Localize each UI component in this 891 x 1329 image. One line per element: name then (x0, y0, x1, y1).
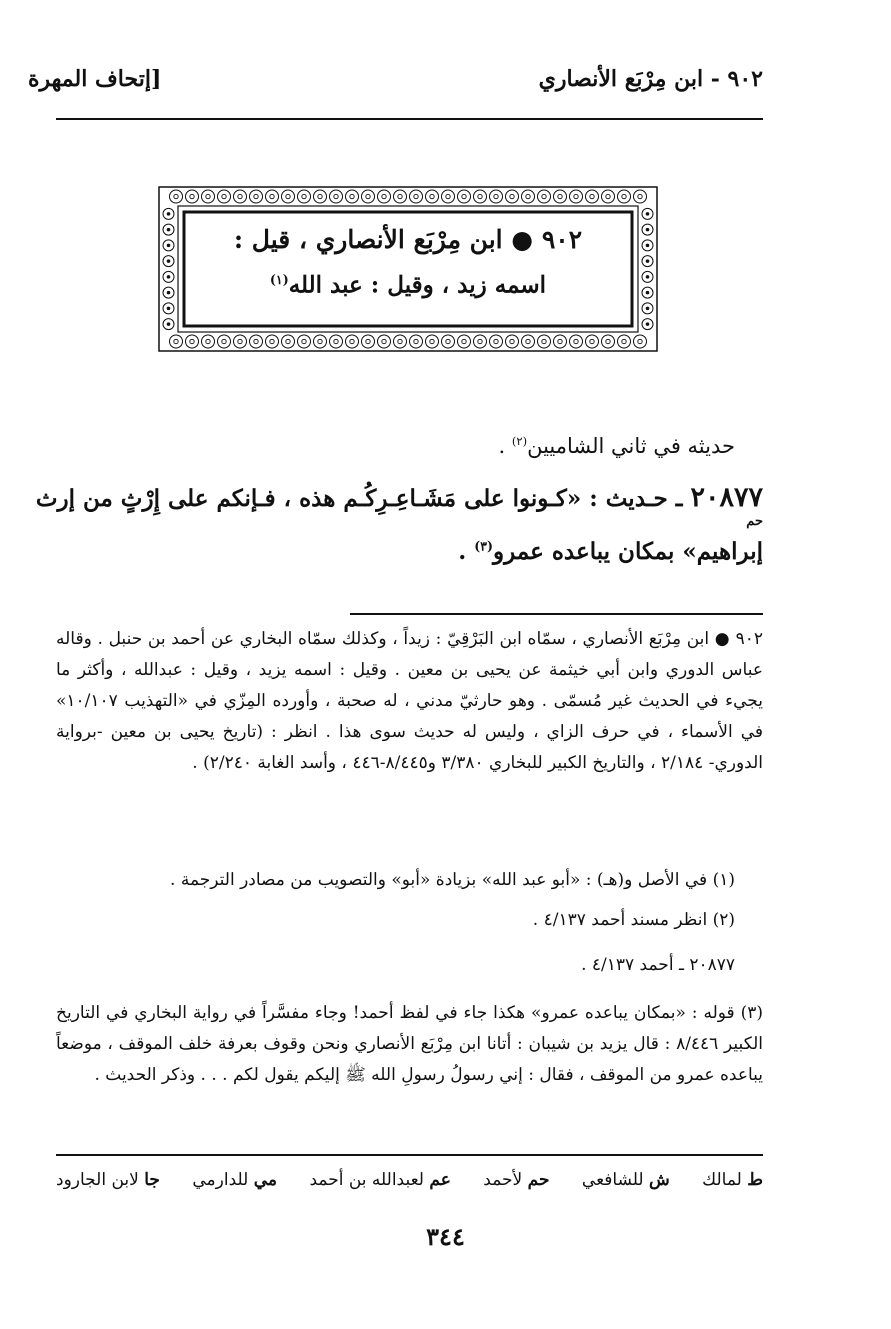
running-header-entry: ٩٠٢ - ابن مِرْبَع الأنصاري (538, 66, 763, 92)
abbreviation-item: ش للشافعي (581, 1170, 670, 1190)
hadith-line2: إبراهيم» بمكان يباعده عمرو$^{(٣)}$ . (458, 538, 763, 565)
hadith-line1 (36, 482, 763, 513)
hadith-number: ٢٠٨٧٧ (690, 482, 763, 513)
entry-heading-line2 (188, 260, 628, 306)
entry-heading-name: اسمه زيد ، وقيل : عبد الله (288, 271, 547, 299)
abbreviation-item: ط لمالك (702, 1170, 763, 1190)
footnote-ref: (٢) (511, 434, 528, 448)
footnote-ref: (١) (269, 272, 289, 287)
page-number: ٣٤٤ (426, 1222, 465, 1251)
source-mark: حم (746, 514, 763, 529)
footnote-3: (٣) قوله : «بمكان يباعده عمرو» هكذا جاء في لفظ أحمد! وجاء مفسَّراً في رواية البخاري في التاريخ الكبير ٨/٤٤٦ : قال يزيد بن شيبان : أتانا ابن مِرْبَع الأنصاري ونحن وقوف بعرفة خلف الموقف ، موضعاً يباعده عمرو من الموقف ، فقال : إني رسولُ رسولِ الله ﷺ إليكم يقول لكم . . . وذكر الحديث . (56, 1003, 763, 1085)
hadith-text: ـ حـديث : «كـونوا على مَشَـاعِـرِكُـم هذه ، فـإنكم على إِرْثٍ من إرث (35, 485, 691, 512)
intro-text: حديثه في ثاني الشاميين (527, 434, 735, 458)
footnote-rule (350, 613, 763, 615)
footnote-hadith-source: ٢٠٨٧٧ ـ أحمد ٤/١٣٧ . (581, 955, 735, 975)
abbreviation-item: عم لعبدالله بن أحمد (309, 1170, 451, 1190)
footnote-2: (٢) انظر مسند أحمد ٤/١٣٧ . (532, 910, 735, 930)
abbreviations-legend (56, 1170, 763, 1190)
intro-line: حديثه في ثاني الشاميين$^{(٢)}$ . (498, 434, 735, 458)
entry-heading (188, 220, 628, 306)
running-header-book: [إتحاف المهرة (28, 66, 162, 92)
footnote-1: (١) في الأصل و(هـ) : «أبو عبد الله» بزيادة «أبو» والتصويب من مصادر الترجمة . (170, 870, 735, 890)
entry-heading-line1: ٩٠٢ ● ابن مِرْبَع الأنصاري ، قيل : (233, 225, 583, 254)
ornamental-title-frame (158, 186, 658, 352)
footnote-ref: (٣) (474, 538, 494, 554)
abbreviation-item: جا لابن الجارود (56, 1170, 160, 1190)
abbreviations-rule (56, 1154, 763, 1156)
abbreviation-item: حم لأحمد (483, 1170, 550, 1190)
header-rule (56, 118, 763, 120)
footnote-biography: ٩٠٢ ● ابن مِرْبَع الأنصاري ، سمّاه ابن البَرْقِيّ : زيداً ، وكذلك سمّاه البخاري عن أحمد بن حنبل . وقاله عباس الدوري وابن أبي خيثمة عن يحيى بن معين . وقيل : اسمه يزيد ، وقيل : عبدالله ، وأكثر ما يجيء في الحديث غير مُسمّى . وهو حارثيّ مدني ، له صحبة ، وأورده المِزّي في «التهذيب ١٠/١٠٧» في الأسماء ، في حرف الزاي ، وليس له حديث سوى هذا . انظر : (تاريخ يحيى بن معين -برواية الدوري- ٢/١٨٤ ، والتاريخ الكبير للبخاري ٣/٣٨٠ و٨/٤٤٥-٤٤٦ ، وأسد الغابة ٢/٢٤٠) . (56, 629, 763, 773)
abbreviation-item: مي للدارمي (192, 1170, 278, 1190)
